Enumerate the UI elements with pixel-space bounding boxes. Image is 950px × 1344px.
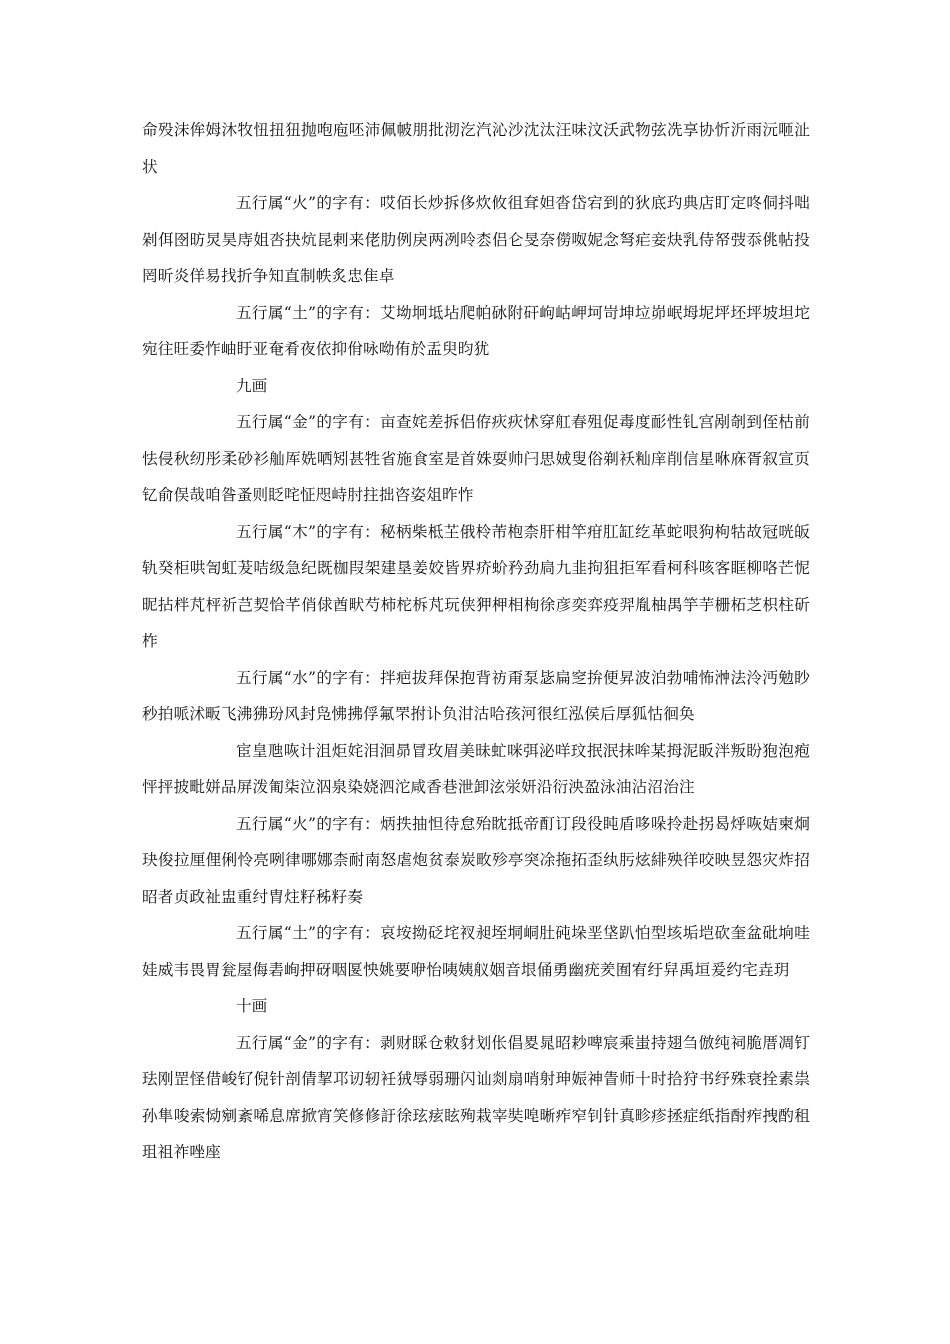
paragraph-fire-9: 五行属“火”的字有：炳抶抽怛待怠殆眈抵帝酊订段役盹盾哆哚拎赴拐曷烀咴姞柬炯玦俊拉厘俚俐怜亮咧律哪娜柰耐南怒虐炮贫泰炭畋殄亭突凃拖拓歪纨肟炫緋殃徉咬映昱怨灾炸招昭者贞政祉盅重纣胄炷籽秭籽奏 [142, 814, 810, 906]
paragraph-earth-9: 五行属“土”的字有：哀垵拗砭垞衩昶垤垌峒肚砘垛垩垡趴怕型垓垢垲砍奎盆砒垧哇娃威韦畏胃瓮屋侮砉峋押砑咽匽怏姚要咿怡咦姨舣姻音垠俑勇幽疣羑囿宥纡舁禹垣爰约宅垚玥 [142, 924, 810, 979]
paragraph-water-9-continued: 宦皇虺咴计沮炬姹泪洄昴冒玫眉美昧虻咪弭泌咩玟抿泯抹哞某拇泥眅泮叛盼狍泡疱怦抨披毗姘品屏泼匍柒泣泅泉染娆泗沱咸香巷泄卸泫泶妍沿衍泱盈泳油沾沼治注 [142, 741, 810, 796]
paragraph-metal-10: 五行属“金”的字有：剥财睬仓敕豺划伥倡畟晁昭耖啤宸乘蚩持翅刍倣纯祠脆厝凋钉珐刚罡怪借峻钌倪针剖倩挈邛讱轫衽狨辱弱珊闪讪剡扇哨射珅娠神眚师十时拾狩书纾殊衰拴素祟孙隼唆索恸剜紊唏息席掀宵笑修修訏徐玹痃眩殉栽宰奘唣晰痄窄钊针真畛疹拯症纸指酎痄拽酌租珇祖祚唑座 [142, 1033, 810, 1161]
paragraph-metal-9: 五行属“金”的字有：亩查姹差拆侣侟疢疢怵穿舡春殂促毒度耏性钆宫剐剞到侄枯前怯侵秋纫彤柔砂衫舢厍姺哂矧甚牲省施食室是首姝耍帅闩思娀叟俗剃袄籼庠削信星咻庥胥叙宣页钇俞俣哉咱昝蚤则眨咤怔咫峙肘拄拙咨姿俎昨怍 [142, 413, 810, 504]
paragraph-mu-continued: 命殁沫侔姆沐牧忸扭狃抛咆庖呸沛佩帔朋批沏汔汽沁沙沈汰汪味汶沃武物弦冼享协忻沂雨沅咂沚状 [142, 121, 810, 176]
paragraph-water-9: 五行属“水”的字有：拌疤拔拜保抱背祊甭泵毖扁窆拚便昇波泊勃哺怖浺法泠沔勉眇秒拍哌沭畈飞沸狒玢风封凫怫拂俘氟罘拊讣负泔沽哈孩河很红泓侯后厚狐怙徊奂 [142, 668, 810, 723]
paragraph-earth-8: 五行属“土”的字有：艾坳坰坻坫爬帕砅附矸岣岵岬坷岢坤垃峁岷坶坭坪坯坪坡坦坨宛往旺委怍岫盱亚奄肴夜依抑佾咏呦侑於盂臾昀犹 [142, 303, 810, 358]
section-heading-nine-strokes: 九画 [236, 376, 268, 395]
section-heading-ten-strokes: 十画 [236, 997, 268, 1015]
paragraph-fire-8: 五行属“火”的字有：哎佰长炒拆侈炊攸徂耷妲沓岱宕到的狄底玓典店盯定咚侗抖咄剁佴囹昉炅昊庤姐呇抉炕昆剌来佬肋例戾两冽呤枩侣仑旻奈僗呶妮念弩疟妾炔乳侍帑弢忝佻帖投罔昕炎佯易找折争知直制帙炙忠隹卓 [142, 194, 810, 285]
paragraph-wood-9: 五行属“木”的字有：秘柄柴柢芏俄柃芾枹柰肝柑竿疳肛缸纥革蛇哏狗枸牯故冠咣皈轨癸柜哄訇虹茇咭级急纪既枷叚架建垦姜姣皆界疥蚧矜劲扃九韭拘狙拒军看柯科咳客眶柳咯芒怩昵拈柈芃枰祈芑契恰芊俏俅酋畎芍柿柁柝芃玩侠狎柙相栒徐彦奕弈疫羿胤柚禺竽芋栅柘芝枳柱斫柞 [142, 522, 810, 650]
